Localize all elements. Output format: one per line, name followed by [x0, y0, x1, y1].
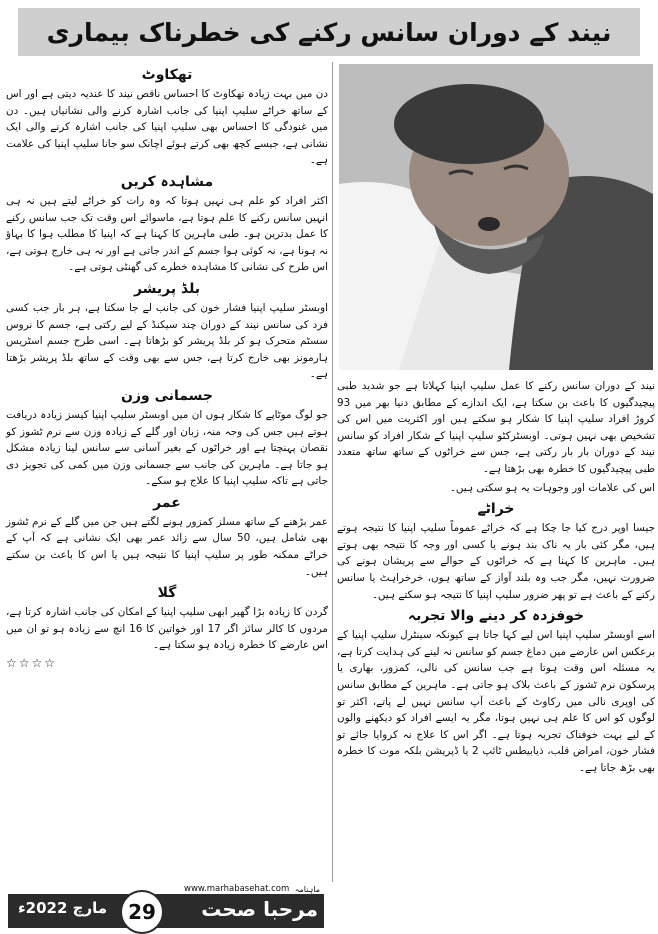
headline-banner — [18, 8, 640, 56]
section-text-blood-pressure: اوبسٹر سلیپ اپنیا فشار خون کی جانب لے جا سکتا ہے، ہر بار جب کسی فرد کی سانس نیند کے دوران چند سیکنڈ کے لیے رکتی ہے، جسم کا نروس سسٹم متحرک ہو کر بلڈ پریشر کو بڑھاتا ہے۔ اسی طرح جسم اسٹریس ہارمونز بھی خارج کرتا ہے، جس سے بھی وقت کے ساتھ بلڈ پریشر بڑھتا ہے۔ — [6, 301, 328, 381]
headline: نیند کے دوران سانس رکنے کی خطرناک بیماری — [46, 17, 612, 47]
right-column — [337, 378, 655, 918]
issue-day-badge: 29 — [120, 890, 164, 934]
section-text-observe: اکثر افراد کو علم ہی نہیں ہوتا کہ وہ رات کو خراٹے لیتے ہیں نہ ہی انہیں سانس رکنے کا علم ہوتا ہے، ماسوائے اس وقت تک جب سانس رکنے کا عمل بدترین ہو۔ طبی ماہرین کا کہنا ہے کہ اپنیا کا مطلب ہوا کا بہاؤ نہ ہونا ہے، نہ کوئی ہوا جسم کے اندر جاتی ہے اور نہ ہی خارج ہوتی ہے، اس طرح کی نشانی کا مشاہدہ خطرے کی گھنٹی ہوتی ہے۔ — [6, 194, 328, 274]
section-heading-fatigue: تھکاوٹ — [141, 67, 193, 83]
section-heading-body-weight: جسمانی وزن — [121, 387, 213, 404]
section-text-throat: گردن کا زیادہ بڑا گھیر ابھی سلیپ اپنیا کے امکان کی جانب اشارہ کرتا ہے، مردوں کا کالر سائز اگر 17 اور خواتین کا 16 انچ سے زیادہ ہو تو ان میں اس عارضے کا خطرہ زیادہ ہو سکتا ہے۔ — [6, 606, 328, 652]
section-text-snoring: جیسا اوپر درج کیا جا چکا ہے کہ خراٹے عموماً سلیپ اپنیا کا نتیجہ ہوتے ہیں، مگر کئی بار یہ ناک بند ہونے یا کسی اور وجہ کا نتیجہ بھی ہوتے ہیں۔ ماہرین کا کہنا ہے کہ خراٹوں کے حوالے سے پریشان ہونے کی ضرورت نہیں، مگر جب وہ بلند آواز کے ساتھ ہوں، خرخراہٹ یا سانس رکنے کے باعث ہے تو پھر ضرور سلیپ اپنیا کا نتیجہ ہو سکتے ہیں۔ — [337, 522, 655, 601]
section-heading-throat: گلا — [157, 585, 177, 602]
section-heading-frightening-experience: خوفزدہ کر دینے والا تجربہ — [407, 608, 585, 625]
issue-month: مارچ 2022ء — [18, 899, 108, 917]
stars-divider: ☆☆☆☆ — [6, 656, 58, 671]
brand-monthly-label: ماہنامہ — [294, 885, 320, 894]
magazine-footer — [8, 884, 324, 930]
section-heading-snoring: خراٹے — [477, 501, 515, 518]
section-heading-blood-pressure: بلڈ پریشر — [133, 280, 201, 297]
photo-illustration — [339, 64, 653, 370]
section-heading-observe: مشاہدہ کریں — [120, 173, 214, 190]
left-column — [6, 62, 328, 882]
brand-name: مرحبا صحت — [201, 897, 318, 921]
column-divider — [332, 62, 333, 882]
section-text-fatigue: دن میں بہت زیادہ تھکاوٹ کا احساس ناقص نیند کا عندیہ دیتی ہے اور اس کے ساتھ خراٹے سلیپ اپنیا کی جانب اشارہ کرنے والی نشانیاں ہیں۔ دن میں غنودگی کا احساس بھی سلیپ اپنیا کی جانب اشارہ کرنے والی ایک نشانی ہے، جیسے کچھ بھی کرتے ہوئے اچانک سو جانا سلیپ اپنیا کی علامت ہے۔ — [6, 88, 328, 167]
section-text-body-weight: جو لوگ موٹاپے کا شکار ہوں ان میں اوبسٹر سلیپ اپنیا کیسز زیادہ دریافت ہوتے ہیں جس کی وجہ منہ، زبان اور گلے کے زیادہ وزن سے نرم ٹشوز کو نقصان پہنچتا ہے اور خراٹوں کے بغیر آسانی سے سانس لینا زیادہ مشکل ہو جاتا ہے۔ ماہرین کی جانب سے جسمانی وزن میں کمی کی تجویز دی جاتی ہے تاکہ سلیپ اپنیا کا علاج ہو سکے۔ — [6, 408, 328, 488]
section-heading-age: عمر — [153, 494, 181, 511]
section-text-frightening-experience: اسے اوبسٹر سلیپ اپنیا اس لیے کہا جاتا ہے کیونکہ سینٹرل سلیپ اپنیا کے برعکس اس عارضے میں دماغ جسم کو سانس نہ لینے کی ہدایت کرتا ہے، یہ مسئلہ اس وقت ہوتا ہے جب سانس کی نالی، کمزور، بھاری یا پرسکون نرم ٹشوز کے باعث بلاک ہو جاتی ہے۔ ماہرین کے مطابق سانس کی اوپری نالی میں رکاوٹ کے باعث آپ سانس نہیں لے پاتے، اکثر تو لوگوں کو اس کا علم ہی نہیں ہوتا، مگر یہ ایسے افراد کو دیکھنے والوں کے لیے بہت خوفناک تجربہ ہوتا ہے۔ اگر اس کا علاج نہ کروایا جائے تو فشار خون، امراض قلب، ذیابیطس ٹائپ 2 یا ڈپریشن بلکہ موت کا خطرہ بھی بڑھ جاتا ہے۔ — [337, 629, 656, 774]
section-text-age: عمر بڑھنے کے ساتھ مسلز کمزور ہونے لگتے ہیں جن میں گلے کے نرم ٹشوز بھی شامل ہیں، 50 سال سے زائد عمر بھی ایک نشانی ہے کہ آپ کے خراٹے ممکنہ طور پر سلیپ اپنیا کا نتیجہ ہیں یا اس کا باعث بن سکتے ہیں۔ — [6, 515, 328, 578]
intro-text: نیند کے دوران سانس رکنے کا عمل سلیپ اپنیا کہلاتا ہے جو شدید طبی پیچیدگیوں کا باعث بن سکتا ہے، ایک اندازے کے مطابق دنیا بھر میں 93 کروڑ افراد سلیپ اپنیا کا شکار ہو سکتے ہیں اور اکثریت میں اس کی تشخیص بھی نہیں ہوتی۔ اوبسٹرکٹو سلیپ اپنیا کے شکار افراد کو سانس نیند کے دوران بار بار رکتی ہے، جس سے خراٹوں کے ساتھ ساتھ متعدد طبی پیچیدگیوں کا خطرہ بھی بڑھتا ہے۔ — [337, 380, 655, 475]
site-url: www.marhabasehat.com — [184, 884, 290, 894]
intro-followup-text: اس کی علامات اور وجوہات یہ ہو سکتی ہیں۔ — [449, 481, 655, 494]
sleeping-man-photo — [339, 64, 653, 370]
